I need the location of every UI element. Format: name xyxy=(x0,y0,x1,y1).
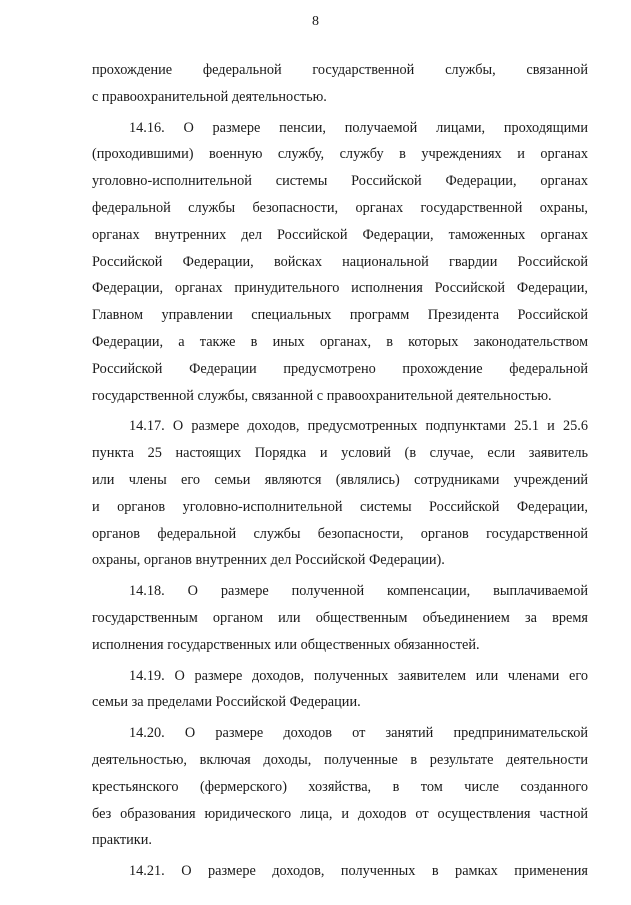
text-line: без образования юридического лица, и доходов от осуществления частной xyxy=(92,805,588,822)
text-line: уголовно-исполнительной системы Российской Федерации, органах xyxy=(92,173,588,190)
text-line: исполнения государственных или общественных обязанностей. xyxy=(92,636,480,653)
text-line: 14.20. О размере доходов от занятий предпринимательской xyxy=(129,725,588,742)
text-line: практики. xyxy=(92,832,152,849)
paragraph-14-20 xyxy=(92,720,588,854)
text-line: с правоохранительной деятельностью. xyxy=(92,88,327,105)
text-line: и органов уголовно-исполнительной системы Российской Федерации, xyxy=(92,498,588,515)
text-line: пункта 25 настоящих Порядка и условий (в случае, если заявитель xyxy=(92,445,588,462)
text-line: или члены его семьи являются (являлись) сотрудниками учреждений xyxy=(92,471,588,488)
text-line: 14.18. О размере полученной компенсации, выплачиваемой xyxy=(129,583,588,600)
text-line: государственной службы, связанной с правоохранительной деятельностью. xyxy=(92,387,552,404)
paragraph-14-18 xyxy=(92,578,588,658)
text-line: охраны, органов внутренних дел Российской Федерации). xyxy=(92,552,445,569)
paragraph-14-21 xyxy=(92,858,588,885)
paragraph-14-17 xyxy=(92,413,588,574)
text-line: Федерации, а также в иных органах, в которых законодательством xyxy=(92,333,588,350)
text-line: деятельностью, включая доходы, полученные в результате деятельности xyxy=(92,751,588,768)
text-line: федеральной службы безопасности, органах государственной охраны, xyxy=(92,199,588,216)
text-line: Российской Федерации предусмотрено прохождение федеральной xyxy=(92,360,588,377)
text-line: крестьянского (фермерского) хозяйства, в том числе созданного xyxy=(92,778,588,795)
text-line: 14.16. О размере пенсии, получаемой лицами, проходящими xyxy=(129,119,588,136)
text-line: Федерации, органах принудительного исполнения Российской Федерации, xyxy=(92,280,588,297)
paragraph-14-16 xyxy=(92,115,588,410)
text-line: семьи за пределами Российской Федерации. xyxy=(92,694,361,711)
text-line: Главном управлении специальных программ Президента Российской xyxy=(92,307,588,324)
text-line: 14.21. О размере доходов, полученных в рамках применения xyxy=(129,863,588,880)
paragraph-14-19 xyxy=(92,663,588,717)
text-line: 14.17. О размере доходов, предусмотренных подпунктами 25.1 и 25.6 xyxy=(129,418,588,435)
text-line: Российской Федерации, войсках национальной гвардии Российской xyxy=(92,253,588,270)
text-line: государственным органом или общественным объединением за время xyxy=(92,609,588,626)
document-body xyxy=(92,57,588,885)
text-line: 14.19. О размере доходов, полученных заявителем или членами его xyxy=(129,667,588,684)
paragraph-cont xyxy=(92,57,588,111)
text-line: органов федеральной службы безопасности, органов государственной xyxy=(92,525,588,542)
text-line: (проходившими) военную службу, службу в учреждениях и органах xyxy=(92,146,588,163)
text-line: прохождение федеральной государственной службы, связанной xyxy=(92,62,588,78)
page-number: 8 xyxy=(312,14,319,29)
text-line: органах внутренних дел Российской Федерации, таможенных органах xyxy=(92,226,588,243)
